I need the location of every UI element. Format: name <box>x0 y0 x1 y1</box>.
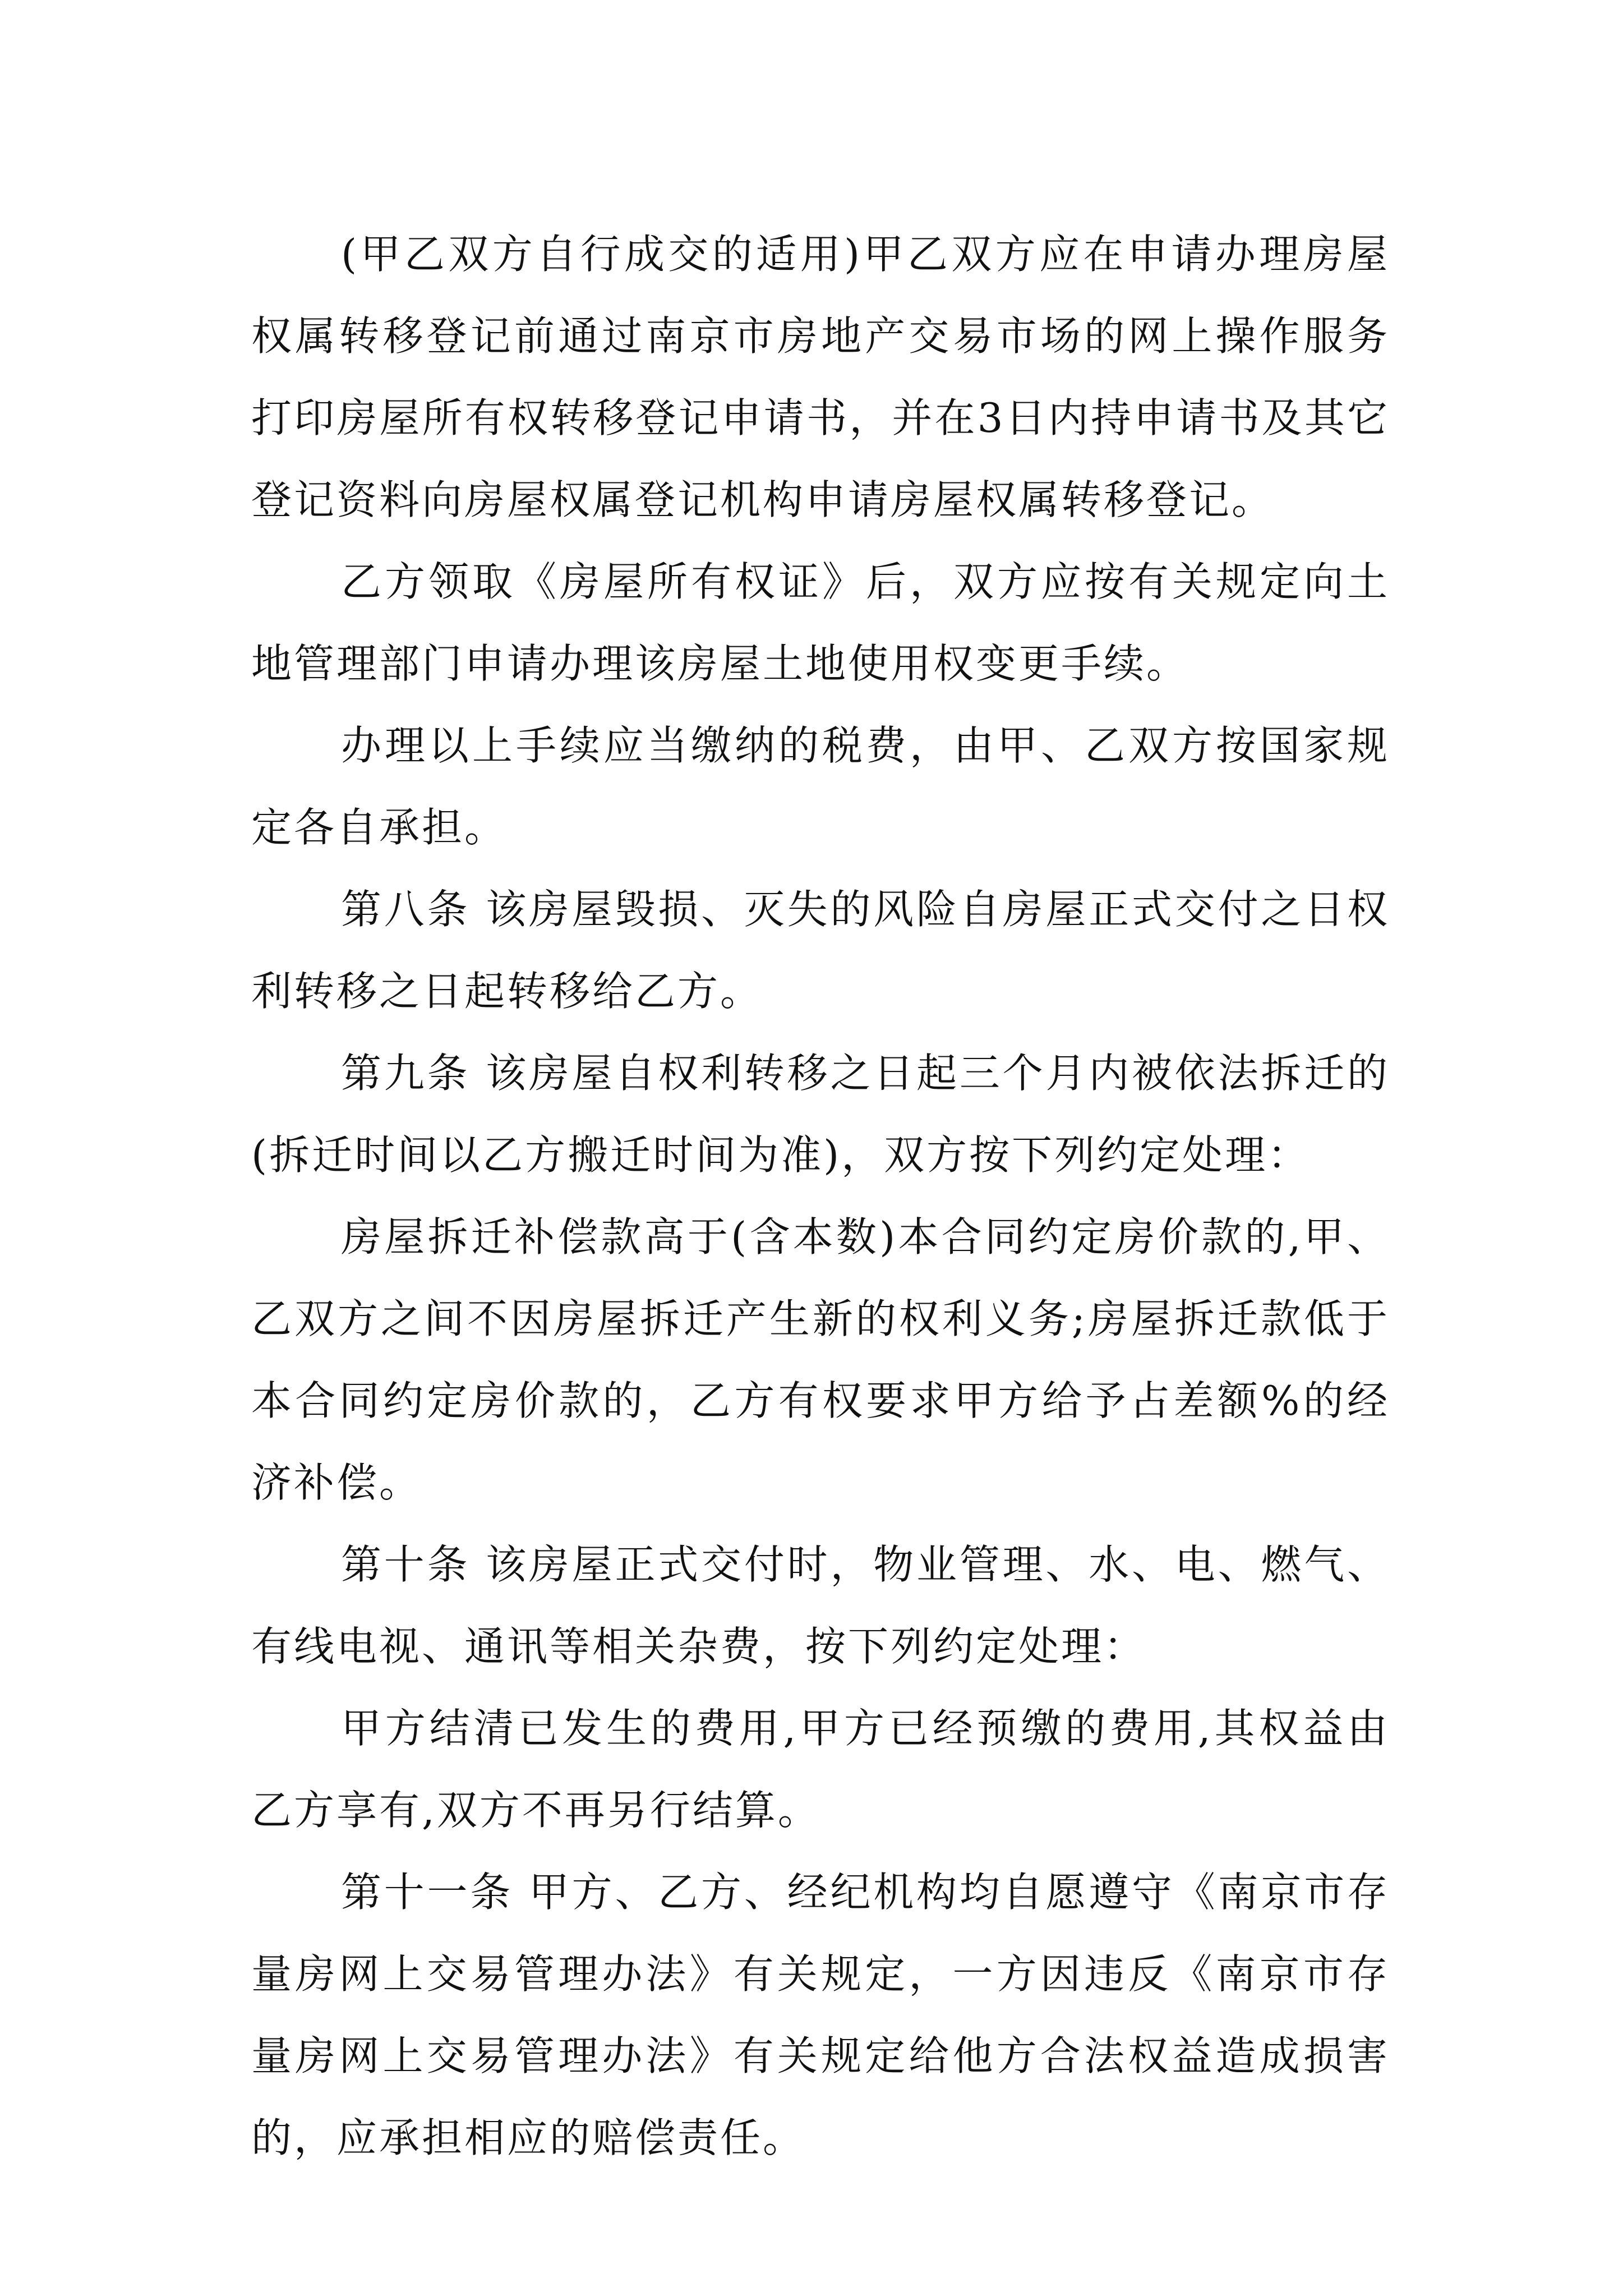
document-body <box>251 213 1390 2179</box>
paragraph-taxes: 办理以上手续应当缴纳的税费，由甲、乙双方按国家规定各自承担。 <box>251 722 1390 851</box>
paragraph-registration: (甲乙双方自行成交的适用)甲乙双方应在申请办理房屋权属转移登记前通过南京市房地产交易市场的网上操作服务打印房屋所有权转移登记申请书，并在3日内持申请书及其它登记资料向房屋权属登记机构申请房屋权属转移登记。 <box>251 231 1390 523</box>
paragraph-article-10: 第十条 该房屋正式交付时，物业管理、水、电、燃气、有线电视、通讯等相关杂费，按下列约定处理： <box>251 1541 1390 1670</box>
paragraph-fee-settlement: 甲方结清已发生的费用,甲方已经预缴的费用,其权益由乙方享有,双方不再另行结算。 <box>251 1705 1390 1834</box>
paragraph-article-11: 第十一条 甲方、乙方、经纪机构均自愿遵守《南京市存量房网上交易管理办法》有关规定，一方因违反《南京市存量房网上交易管理办法》有关规定给他方合法权益造成损害的，应承担相应的赔偿责任。 <box>251 1869 1390 2161</box>
paragraph-article-8: 第八条 该房屋毁损、灭失的风险自房屋正式交付之日权利转移之日起转移给乙方。 <box>251 886 1390 1015</box>
paragraph-demolition-compensation: 房屋拆迁补偿款高于(含本数)本合同约定房价款的,甲、乙双方之间不因房屋拆迁产生新的权利义务;房屋拆迁款低于本合同约定房价款的，乙方有权要求甲方给予占差额%的经济补偿。 <box>251 1213 1390 1506</box>
paragraph-land-use-change: 乙方领取《房屋所有权证》后，双方应按有关规定向土地管理部门申请办理该房屋土地使用权变更手续。 <box>251 558 1390 687</box>
paragraph-article-9: 第九条 该房屋自权利转移之日起三个月内被依法拆迁的(拆迁时间以乙方搬迁时间为准)，双方按下列约定处理： <box>251 1050 1390 1179</box>
